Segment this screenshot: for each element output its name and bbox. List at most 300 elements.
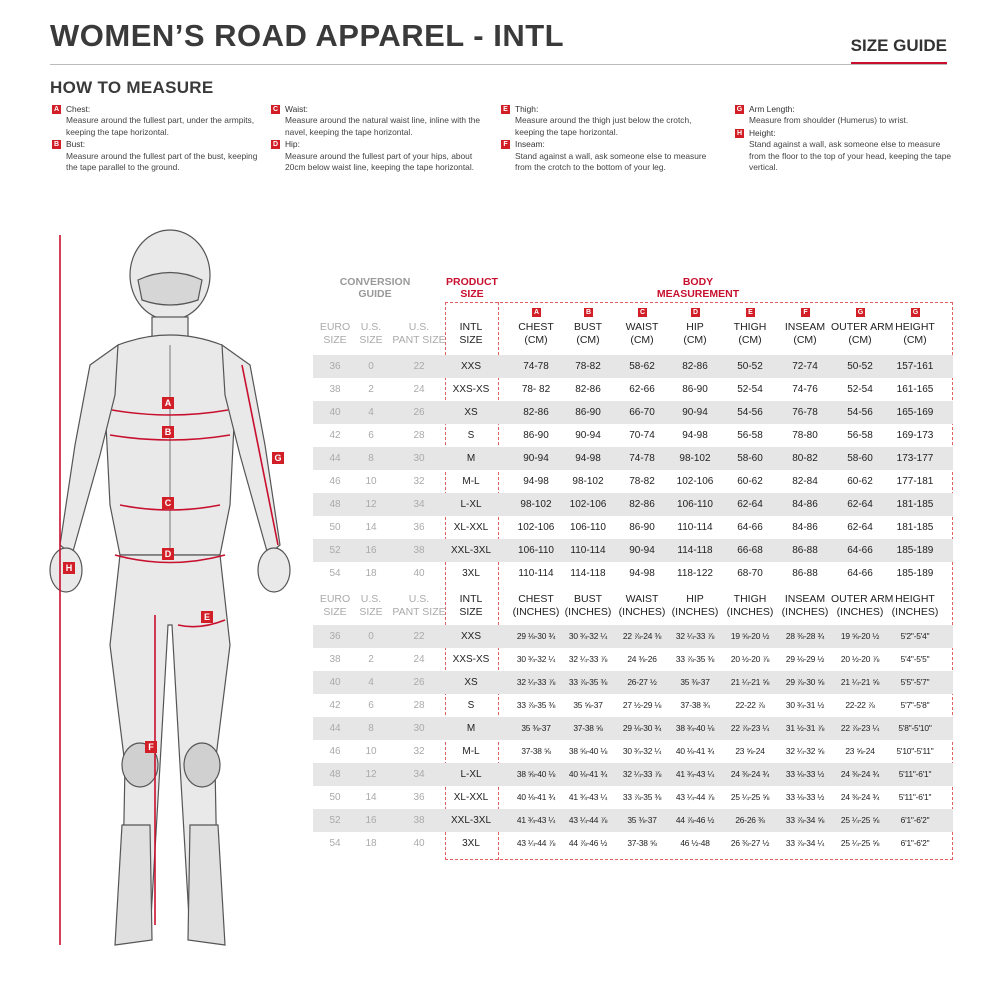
table-cell: 5'4"-5'5" xyxy=(900,654,930,664)
letter-badge: F xyxy=(501,140,510,149)
table-cell: 74-76 xyxy=(792,384,818,395)
table-cell: 102-106 xyxy=(676,476,714,487)
table-cell: 30 ¾-32 ¼ xyxy=(622,746,662,756)
column-header: U.S. SIZE xyxy=(359,593,383,618)
product-size-header: PRODUCT SIZE xyxy=(446,276,498,300)
table-cell: 40 xyxy=(329,677,341,688)
table-cell: 0 xyxy=(368,361,374,372)
table-cell: 173-177 xyxy=(896,453,934,464)
instruction-label: Chest: xyxy=(66,104,91,114)
table-cell: 20 ½-20 ⅞ xyxy=(730,654,770,664)
instruction-title xyxy=(735,128,953,139)
table-cell: 40 xyxy=(413,568,425,579)
instruction-title xyxy=(735,104,953,115)
table-cell: 42 xyxy=(329,430,341,441)
table-cell: 34 xyxy=(413,769,425,780)
table-cell: 118-122 xyxy=(677,568,713,579)
table-cell: 98-102 xyxy=(520,499,552,510)
instruction-entry xyxy=(271,139,489,173)
table-cell: 66-68 xyxy=(737,545,763,556)
table-cell: 33 ⅛-33 ½ xyxy=(785,769,825,779)
table-cell: 6'1"-6'2" xyxy=(900,838,930,848)
table-cell: 33 ⅞-34 ⅝ xyxy=(785,815,825,825)
table-cell: 64-66 xyxy=(847,545,873,556)
table-cell: 31 ½-31 ⅞ xyxy=(785,723,825,733)
table-cell: 48 xyxy=(329,769,341,780)
table-cell: 22 xyxy=(413,361,425,372)
table-cell: 106-110 xyxy=(677,499,713,510)
table-cell: M xyxy=(466,723,476,734)
column-header: WAIST (CM) xyxy=(625,321,659,346)
table-cell: L-XL xyxy=(460,769,482,780)
table-cell: 33 ⅞-35 ⅜ xyxy=(675,654,715,664)
table-cell: 94-98 xyxy=(629,568,655,579)
column-header: CHEST (CM) xyxy=(518,321,554,346)
table-cell: 32 ¼-33 ⅞ xyxy=(622,769,662,779)
table-cell: 40 ⅛-41 ¾ xyxy=(675,746,715,756)
table-cell: 24 ⅜-24 ¾ xyxy=(840,792,880,802)
instruction-entry xyxy=(501,139,719,173)
instruction-text: Stand against a wall, ask someone else to measure from the floor to the top of your head, keeping the tape vertical. xyxy=(749,139,952,173)
table-cell: 33 ⅞-34 ¼ xyxy=(785,838,825,848)
instruction-column xyxy=(271,104,489,174)
table-cell: 38 ¾-40 ⅛ xyxy=(675,723,715,733)
size-guide-label: SIZE GUIDE xyxy=(851,36,947,65)
letter-badge: C xyxy=(272,106,279,114)
table-cell: XXL-3XL xyxy=(450,545,492,556)
table-cell: 181-185 xyxy=(896,522,934,533)
table-cell: 10 xyxy=(365,746,377,757)
column-header: HEIGHT (INCHES) xyxy=(891,593,939,618)
table-cell: XXS-XS xyxy=(452,654,490,665)
table-cell: 64-66 xyxy=(737,522,763,533)
table-cell: 82-86 xyxy=(682,361,708,372)
table-cell: 86-90 xyxy=(523,430,549,441)
table-cell: 102-106 xyxy=(569,499,607,510)
table-cell: 29 ⅛-30 ¾ xyxy=(516,631,556,641)
table-cell: 26 xyxy=(413,407,425,418)
table-cell: 50 xyxy=(329,522,341,533)
table-cell: 52-54 xyxy=(737,384,763,395)
table-cell: 37-38 ⅝ xyxy=(627,838,657,848)
instruction-text: Stand against a wall, ask someone else to measure from the crotch to the bottom of your leg. xyxy=(515,150,707,173)
letter-badge: H xyxy=(736,130,743,138)
table-cell: 50 xyxy=(329,792,341,803)
table-cell: XXL-3XL xyxy=(450,815,492,826)
table-cell: 80-82 xyxy=(792,453,818,464)
table-cell: 54 xyxy=(329,568,341,579)
instruction-text: Measure around the fullest part, under the armpits, keeping the tape horizontal. xyxy=(66,115,255,137)
table-cell: 177-181 xyxy=(896,476,934,487)
instruction-entry xyxy=(501,104,719,138)
table-cell: 26-26 ⅜ xyxy=(735,815,765,825)
instruction-column xyxy=(52,104,270,174)
table-cell: 26-27 ½ xyxy=(627,677,657,687)
figure-label-b: B xyxy=(162,426,174,438)
table-cell: 58-60 xyxy=(847,453,873,464)
table-cell: 5'11"-6'1" xyxy=(898,769,932,779)
table-cell: 38 ⅝-40 ⅛ xyxy=(568,746,608,756)
table-cell: 44 xyxy=(329,723,341,734)
table-cell: 46 xyxy=(329,746,341,757)
table-cell: XL-XXL xyxy=(453,522,489,533)
table-cell: 86-88 xyxy=(792,545,818,556)
table-cell: M-L xyxy=(462,476,480,487)
table-cell: 41 ¾-43 ¼ xyxy=(675,769,715,779)
table-cell: 48 xyxy=(329,499,341,510)
table-cell: 29 ⅛-29 ½ xyxy=(785,654,825,664)
column-header: CHEST (INCHES) xyxy=(512,593,560,618)
table-cell: 106-110 xyxy=(570,522,606,533)
table-cell: 19 ⅝-20 ½ xyxy=(730,631,770,641)
column-letter-badge: G xyxy=(912,309,919,316)
table-cell: 56-58 xyxy=(847,430,873,441)
divider xyxy=(50,64,947,65)
table-cell: 38 xyxy=(413,545,425,556)
table-cell: 33 ⅞-35 ⅜ xyxy=(568,677,608,687)
table-cell: 185-189 xyxy=(896,545,934,556)
instruction-text: Measure around the fullest part of the bust, keeping the tape parallel to the ground. xyxy=(66,150,258,173)
table-cell: 6 xyxy=(368,700,374,711)
table-cell: 14 xyxy=(365,522,377,533)
table-cell: 38 xyxy=(329,654,341,665)
table-cell: 4 xyxy=(368,677,374,688)
table-cell: 30 xyxy=(413,453,425,464)
table-cell: 38 ⅝-40 ⅛ xyxy=(516,769,556,779)
body-figure-illustration xyxy=(30,225,310,955)
table-cell: 74-78 xyxy=(629,453,655,464)
table-cell: 18 xyxy=(365,838,377,849)
column-header: HIP (CM) xyxy=(683,321,707,346)
table-cell: 42 xyxy=(329,700,341,711)
instruction-title xyxy=(271,139,489,150)
table-cell: 4 xyxy=(368,407,374,418)
instruction-label: Height: xyxy=(749,127,776,138)
table-cell: 23 ⅝-24 xyxy=(735,746,765,756)
table-cell: 30 ¾-32 ¼ xyxy=(568,631,608,641)
table-cell: 27 ½-29 ⅛ xyxy=(622,700,662,710)
table-cell: 28 ⅜-28 ¾ xyxy=(785,631,825,641)
column-header: OUTER ARM (CM) xyxy=(831,321,894,346)
table-cell: 35 ⅝-37 xyxy=(573,700,603,710)
figure-label-d: D xyxy=(162,548,174,560)
table-cell: 98-102 xyxy=(679,453,711,464)
table-cell: 78-82 xyxy=(575,361,601,372)
table-cell: 30 xyxy=(413,723,425,734)
how-to-measure-heading: HOW TO MEASURE xyxy=(50,78,214,97)
instruction-entry xyxy=(52,139,270,173)
table-cell: 64-66 xyxy=(847,568,873,579)
table-cell: 84-86 xyxy=(792,522,818,533)
table-cell: 24 ⅜-26 xyxy=(627,654,657,664)
table-cell: 22 xyxy=(413,631,425,642)
instruction-text: Measure around the thigh just below the crotch, keeping the tape horizontal. xyxy=(515,115,692,137)
instruction-text: Measure around the natural waist line, inline with the navel, keeping the tape horizontal. xyxy=(285,115,481,137)
table-cell: 60-62 xyxy=(847,476,873,487)
column-header: INTL SIZE xyxy=(459,321,483,346)
letter-badge: D xyxy=(272,141,279,149)
table-cell: 165-169 xyxy=(896,407,934,418)
table-cell: 82-84 xyxy=(792,476,818,487)
instruction-label: Arm Length: xyxy=(749,104,795,114)
column-letter-badge: A xyxy=(533,309,540,316)
instruction-text: Measure from shoulder (Humerus) to wrist. xyxy=(749,115,909,126)
table-cell: 40 ⅛-41 ¾ xyxy=(516,792,556,802)
table-cell: XXS xyxy=(460,631,481,642)
table-cell: 72-74 xyxy=(792,361,818,372)
table-cell: 26 ⅜-27 ½ xyxy=(730,838,770,848)
column-header: BUST (INCHES) xyxy=(564,593,612,618)
column-header: EURO SIZE xyxy=(319,593,351,618)
table-cell: 37-38 ⅝ xyxy=(521,746,551,756)
instruction-column xyxy=(501,104,719,174)
instruction-label: Inseam: xyxy=(515,139,545,150)
table-cell: 25 ¼-25 ⅝ xyxy=(840,838,880,848)
table-cell: 157-161 xyxy=(896,361,934,372)
column-header: INTL SIZE xyxy=(459,593,483,618)
table-cell: 161-165 xyxy=(896,384,934,395)
letter-badge: A xyxy=(53,106,60,114)
column-letter-badge: G xyxy=(857,309,864,316)
table-cell: 29 ⅛-30 ¾ xyxy=(622,723,662,733)
table-cell: XXS xyxy=(460,361,481,372)
table-cell: 94-98 xyxy=(682,430,708,441)
table-cell: 34 xyxy=(413,499,425,510)
instruction-entry xyxy=(735,128,953,174)
table-cell: 23 ⅝-24 xyxy=(845,746,875,756)
table-cell: 24 xyxy=(413,654,425,665)
table-cell: 40 xyxy=(329,407,341,418)
table-cell: 74-78 xyxy=(523,361,549,372)
column-header: INSEAM (CM) xyxy=(784,321,826,346)
table-cell: 5'10"-5'11" xyxy=(896,746,934,756)
table-cell: 78- 82 xyxy=(521,384,551,395)
table-cell: 25 ¼-25 ⅝ xyxy=(730,792,770,802)
table-cell: 3XL xyxy=(462,838,480,849)
instruction-entry xyxy=(271,104,489,138)
table-cell: 12 xyxy=(365,499,377,510)
table-cell: 40 xyxy=(413,838,425,849)
column-header: THIGH (INCHES) xyxy=(726,593,774,618)
figure-label-f: F xyxy=(145,741,157,753)
table-cell: XL-XXL xyxy=(453,792,489,803)
table-cell: 41 ¾-43 ¼ xyxy=(568,792,608,802)
table-cell: 110-114 xyxy=(518,568,554,579)
table-cell: M-L xyxy=(462,746,480,757)
table-cell: 30 ¾-32 ¼ xyxy=(516,654,556,664)
table-cell: 82-86 xyxy=(629,499,655,510)
table-cell: 86-90 xyxy=(575,407,601,418)
table-cell: 24 xyxy=(413,384,425,395)
column-header: EURO SIZE xyxy=(319,321,351,346)
table-cell: 37-38 ⅝ xyxy=(573,723,603,733)
table-cell: 38 xyxy=(413,815,425,826)
table-cell: 62-66 xyxy=(629,384,655,395)
table-cell: 2 xyxy=(368,654,374,665)
table-cell: 62-64 xyxy=(847,499,873,510)
table-cell: 50-52 xyxy=(847,361,873,372)
figure-label-e: E xyxy=(201,611,213,623)
table-cell: 54 xyxy=(329,838,341,849)
column-header: U.S. PANT SIZE xyxy=(392,593,446,618)
column-header: THIGH (CM) xyxy=(733,321,767,346)
table-cell: 52-54 xyxy=(847,384,873,395)
table-cell: 86-90 xyxy=(629,522,655,533)
table-cell: 43 ¼-44 ⅞ xyxy=(675,792,715,802)
table-cell: 29 ⅞-30 ⅝ xyxy=(785,677,825,687)
table-cell: 14 xyxy=(365,792,377,803)
instruction-label: Hip: xyxy=(285,139,300,150)
figure-label-h: H xyxy=(63,562,75,574)
table-cell: 36 xyxy=(329,361,341,372)
table-cell: XS xyxy=(464,407,478,418)
table-cell: 56-58 xyxy=(737,430,763,441)
figure-label-a: A xyxy=(162,397,174,409)
table-cell: 70-74 xyxy=(629,430,655,441)
table-cell: 36 xyxy=(329,631,341,642)
instruction-text: Measure around the fullest part of your hips, about 20cm below waist line, keeping the tape horizontal. xyxy=(285,150,475,173)
table-cell: 82-86 xyxy=(575,384,601,395)
table-cell: 82-86 xyxy=(523,407,549,418)
table-cell: 21 ¼-21 ⅝ xyxy=(840,677,880,687)
instruction-label: Waist: xyxy=(285,104,308,114)
table-cell: 32 ¼-33 ⅞ xyxy=(568,654,608,664)
table-cell: 32 xyxy=(413,476,425,487)
table-cell: 110-114 xyxy=(570,545,606,556)
table-cell: 90-94 xyxy=(629,545,655,556)
table-cell: 16 xyxy=(365,545,377,556)
instruction-column xyxy=(735,104,953,174)
table-cell: 22 ⅞-23 ¼ xyxy=(730,723,770,733)
table-cell: 24 ⅜-24 ¾ xyxy=(730,769,770,779)
table-cell: 102-106 xyxy=(517,522,555,533)
table-cell: 33 ⅞-35 ⅜ xyxy=(622,792,662,802)
table-cell: 114-118 xyxy=(570,568,606,579)
table-cell: 25 ¼-25 ⅝ xyxy=(840,815,880,825)
table-cell: 54-56 xyxy=(737,407,763,418)
table-cell: 43 ¼-44 ⅞ xyxy=(568,815,608,825)
table-cell: 22 ⅞-23 ¼ xyxy=(840,723,880,733)
column-header: HIP (INCHES) xyxy=(671,593,719,618)
table-cell: 24 ⅜-24 ¾ xyxy=(840,769,880,779)
table-cell: 36 xyxy=(413,792,425,803)
table-cell: 94-98 xyxy=(575,453,601,464)
table-cell: XS xyxy=(464,677,478,688)
column-letter-badge: F xyxy=(801,308,810,317)
table-cell: 28 xyxy=(413,430,425,441)
table-cell: 78-80 xyxy=(792,430,818,441)
table-cell: 86-88 xyxy=(792,568,818,579)
table-cell: 10 xyxy=(365,476,377,487)
column-header: WAIST (INCHES) xyxy=(618,593,666,618)
table-cell: 40 ⅛-41 ¾ xyxy=(568,769,608,779)
column-header: U.S. PANT SIZE xyxy=(392,321,446,346)
table-cell: 5'2"-5'4" xyxy=(900,631,930,641)
table-cell: 32 ¼-33 ⅞ xyxy=(516,677,556,687)
table-cell: 6'1"-6'2" xyxy=(900,815,930,825)
table-cell: 0 xyxy=(368,631,374,642)
instruction-label: Bust: xyxy=(66,139,86,150)
table-cell: 22-22 ⅞ xyxy=(845,700,875,710)
conversion-guide-header: CONVERSION GUIDE xyxy=(339,276,411,300)
table-cell: 21 ¼-21 ⅝ xyxy=(730,677,770,687)
table-cell: 62-64 xyxy=(737,499,763,510)
table-cell: 32 ¼-33 ⅞ xyxy=(675,631,715,641)
table-cell: L-XL xyxy=(460,499,482,510)
table-cell: M xyxy=(466,453,476,464)
column-letter-badge: E xyxy=(746,308,755,317)
table-cell: 16 xyxy=(365,815,377,826)
column-header: BUST (CM) xyxy=(573,321,602,346)
table-cell: S xyxy=(467,700,475,711)
table-cell: 35 ⅜-37 xyxy=(680,677,710,687)
table-cell: 8 xyxy=(368,453,374,464)
table-cell: 41 ¾-43 ¼ xyxy=(516,815,556,825)
instruction-label: Thigh: xyxy=(515,104,539,114)
table-cell: 5'8"-5'10" xyxy=(898,723,932,733)
table-cell: 44 ⅞-46 ½ xyxy=(675,815,715,825)
table-cell: 6 xyxy=(368,430,374,441)
table-cell: 46 ½-48 xyxy=(680,838,710,848)
table-cell: 50-52 xyxy=(737,361,763,372)
instruction-entry xyxy=(735,104,953,127)
letter-badge: G xyxy=(736,106,743,114)
column-header: OUTER ARM (INCHES) xyxy=(831,593,894,618)
table-cell: 44 xyxy=(329,453,341,464)
table-cell: 98-102 xyxy=(572,476,604,487)
table-cell: 106-110 xyxy=(518,545,554,556)
table-cell: 52 xyxy=(329,815,341,826)
table-cell: 86-90 xyxy=(682,384,708,395)
table-cell: 60-62 xyxy=(737,476,763,487)
table-cell: 66-70 xyxy=(629,407,655,418)
table-cell: 26 xyxy=(413,677,425,688)
instruction-title xyxy=(52,104,270,115)
table-cell: 90-94 xyxy=(523,453,549,464)
table-cell: 54-56 xyxy=(847,407,873,418)
body-measurement-header: BODY MEASUREMENT xyxy=(656,276,740,300)
letter-badge: E xyxy=(501,105,510,114)
table-cell: 18 xyxy=(365,568,377,579)
table-cell: 5'11"-6'1" xyxy=(898,792,932,802)
table-cell: 58-60 xyxy=(737,453,763,464)
instruction-entry xyxy=(52,104,270,138)
table-cell: 76-78 xyxy=(792,407,818,418)
letter-badge: B xyxy=(53,141,60,149)
table-cell: 33 ⅞-35 ⅜ xyxy=(516,700,556,710)
table-cell: 32 xyxy=(413,746,425,757)
table-cell: 90-94 xyxy=(575,430,601,441)
table-cell: 38 xyxy=(329,384,341,395)
table-cell: 19 ⅝-20 ½ xyxy=(840,631,880,641)
table-cell: 185-189 xyxy=(896,568,934,579)
instruction-title xyxy=(501,139,719,150)
table-cell: 90-94 xyxy=(682,407,708,418)
figure-label-g: G xyxy=(272,452,284,464)
table-cell: 78-82 xyxy=(629,476,655,487)
column-header: HEIGHT (CM) xyxy=(895,321,935,346)
table-cell: 36 xyxy=(413,522,425,533)
table-cell: 68-70 xyxy=(737,568,763,579)
table-cell: 110-114 xyxy=(677,522,713,533)
column-header: U.S. SIZE xyxy=(359,321,383,346)
table-cell: 32 ¼-32 ⅝ xyxy=(785,746,825,756)
table-cell: 8 xyxy=(368,723,374,734)
table-cell: 5'5"-5'7" xyxy=(900,677,930,687)
table-cell: 44 ⅞-46 ½ xyxy=(568,838,608,848)
table-cell: 22-22 ⅞ xyxy=(735,700,765,710)
instruction-title xyxy=(52,139,270,150)
